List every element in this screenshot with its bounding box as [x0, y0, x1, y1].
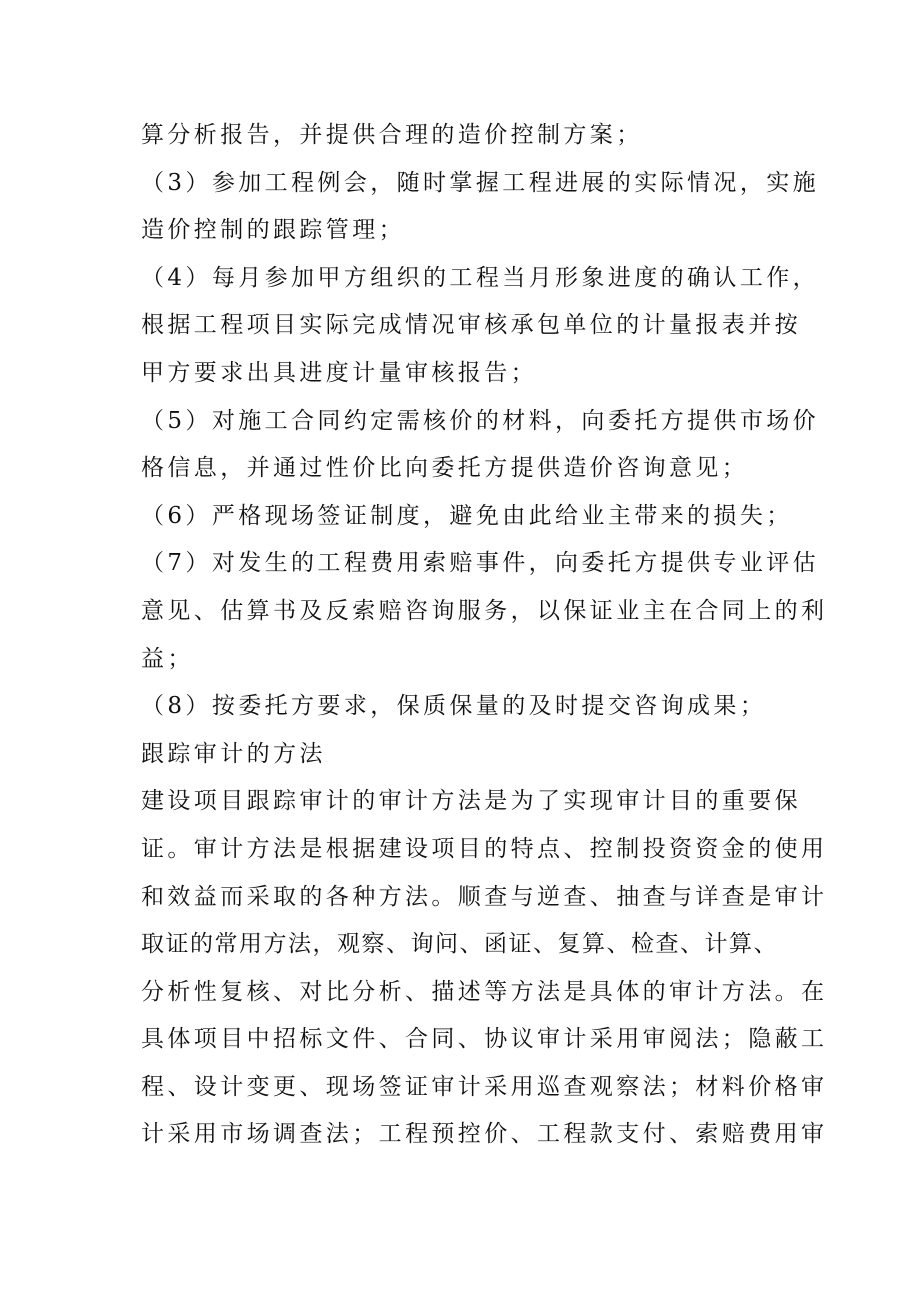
text-line: 程、设计变更、现场签证审计采用巡查观察法；材料价格审 — [141, 1073, 828, 1100]
text-line: 具体项目中招标文件、合同、协议审计采用审阅法；隐蔽工 — [141, 1026, 828, 1053]
text-line: 根据工程项目实际完成情况审核承包单位的计量报表并按 — [141, 312, 801, 339]
text-line: （8）按委托方要求，保质保量的及时提交咨询成果； — [141, 693, 767, 720]
text-line: 益； — [141, 645, 194, 672]
text-line: 算分析报告，并提供合理的造价控制方案； — [141, 122, 643, 148]
text-line: 计采用市场调查法；工程预控价、工程款支付、索赔费用审 — [141, 1121, 828, 1148]
text-line: （3）参加工程例会，随时掌握工程进展的实际情况，实施 — [141, 169, 820, 196]
text-line: 建设项目跟踪审计的审计方法是为了实现审计目的重要保 — [141, 788, 801, 815]
text-line: 取证的常用方法，观察、询问、函证、复算、检查、计算、 — [141, 931, 778, 958]
text-line: 证。审计方法是根据建设项目的特点、控制投资资金的使用 — [141, 835, 828, 862]
section-heading: 跟踪审计的方法 — [141, 740, 326, 767]
text-line: 造价控制的跟踪管理； — [141, 217, 405, 244]
text-line: （5）对施工合同约定需核价的材料，向委托方提供市场价 — [141, 407, 820, 434]
text-line: （6）严格现场签证制度，避免由此给业主带来的损失； — [141, 502, 793, 529]
text-line: 格信息，并通过性价比向委托方提供造价咨询意见； — [141, 455, 749, 482]
text-line: 甲方要求出具进度计量审核报告； — [141, 359, 537, 386]
text-line: 和效益而采取的各种方法。顺查与逆查、抽查与详查是审计 — [141, 883, 828, 910]
text-line: 分析性复核、对比分析、描述等方法是具体的审计方法。在 — [141, 978, 828, 1005]
text-line: 意见、估算书及反索赔咨询服务，以保证业主在合同上的利 — [141, 597, 828, 624]
text-line: （4）每月参加甲方组织的工程当月形象进度的确认工作， — [141, 264, 820, 291]
document-body — [141, 112, 828, 1159]
text-line: （7）对发生的工程费用索赔事件，向委托方提供专业评估 — [141, 550, 820, 577]
